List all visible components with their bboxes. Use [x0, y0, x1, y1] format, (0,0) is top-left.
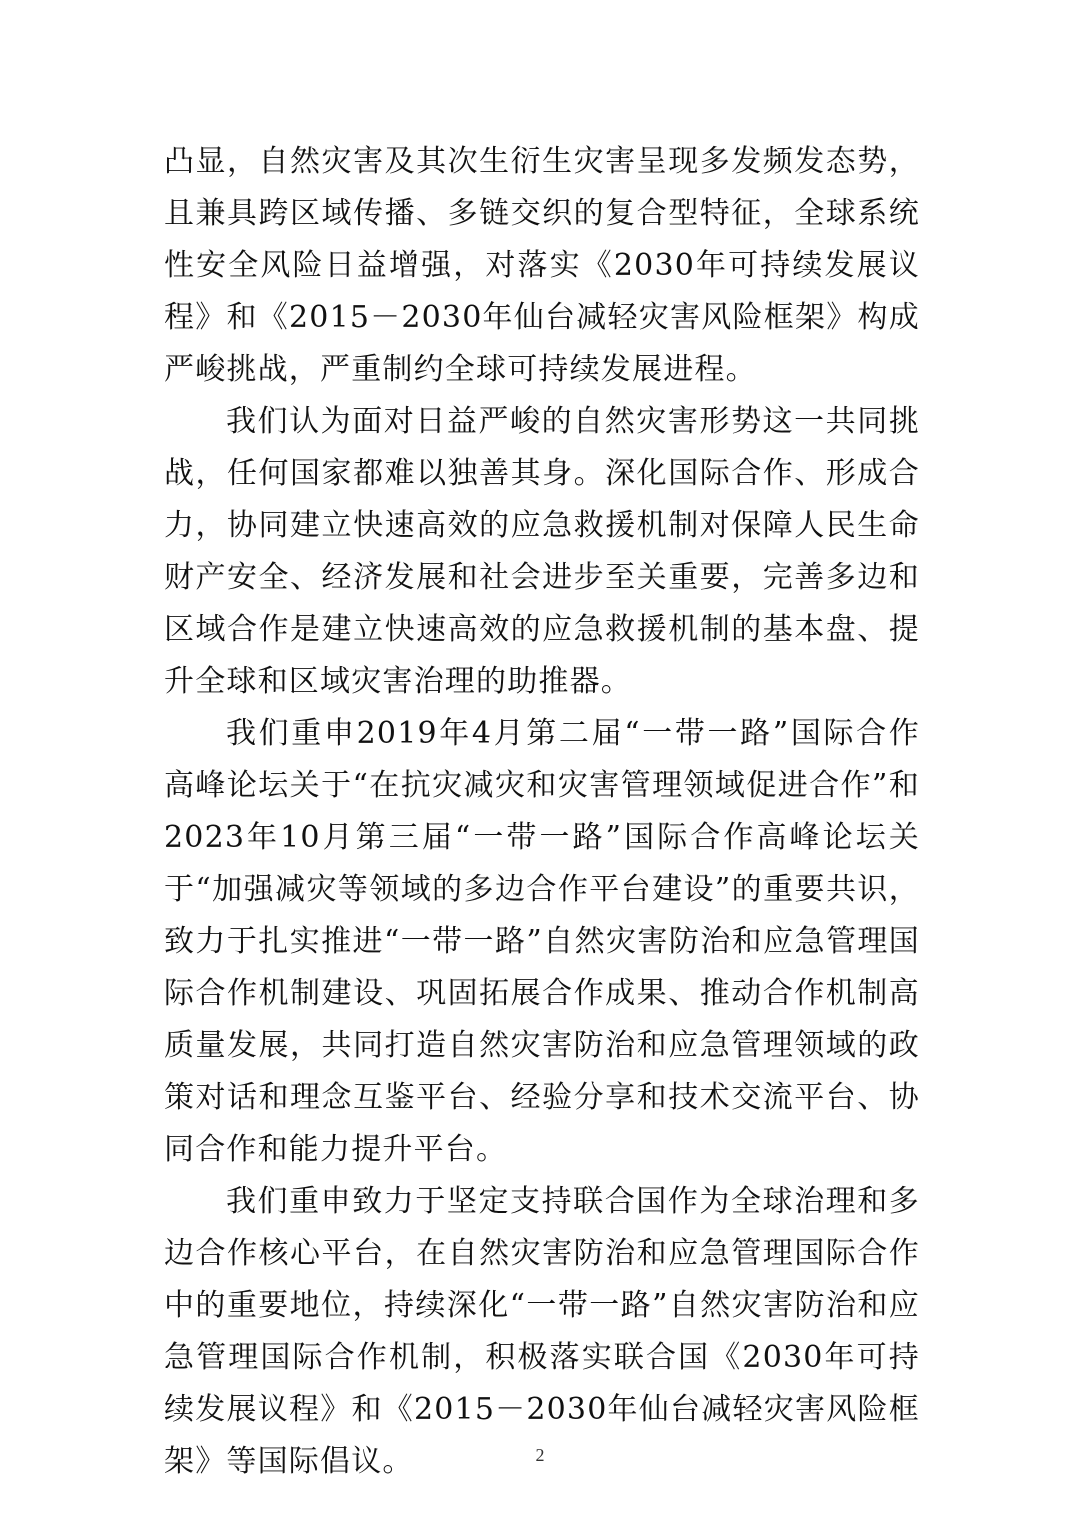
paragraph-joint-challenge: 我们认为面对日益严峻的自然灾害形势这一共同挑战，任何国家都难以独善其身。深化国际合作、形成合力，协同建立快速高效的应急救援机制对保障人民生命财产安全、经济发展和社会进步至关重要，完善多边和区域合作是建立快速高效的应急救援机制的基本盘、提升全球和区域灾害治理的助推器。: [164, 404, 920, 699]
document-body: [164, 136, 920, 1488]
paragraph-continuation: 凸显，自然灾害及其次生衍生灾害呈现多发频发态势，且兼具跨区域传播、多链交织的复合型特征，全球系统性安全风险日益增强，对落实《2030年可持续发展议程》和《2015－2030年仙台减轻灾害风险框架》构成严峻挑战，严重制约全球可持续发展进程。: [164, 144, 920, 387]
paragraph-belt-and-road-forum: 我们重申2019年4月第二届“一带一路”国际合作高峰论坛关于“在抗灾减灾和灾害管理领域促进合作”和2023年10月第三届“一带一路”国际合作高峰论坛关于“加强减灾等领域的多边合作平台建设”的重要共识，致力于扎实推进“一带一路”自然灾害防治和应急管理国际合作机制建设、巩固拓展合作成果、推动合作机制高质量发展，共同打造自然灾害防治和应急管理领域的政策对话和理念互鉴平台、经验分享和技术交流平台、协同合作和能力提升平台。: [164, 716, 920, 1167]
page-number: 2: [535, 1445, 545, 1465]
paragraph-united-nations-support: 我们重申致力于坚定支持联合国作为全球治理和多边合作核心平台，在自然灾害防治和应急管理国际合作中的重要地位，持续深化“一带一路”自然灾害防治和应急管理国际合作机制，积极落实联合国《2030年可持续发展议程》和《2015－2030年仙台减轻灾害风险框架》等国际倡议。: [164, 1184, 920, 1479]
